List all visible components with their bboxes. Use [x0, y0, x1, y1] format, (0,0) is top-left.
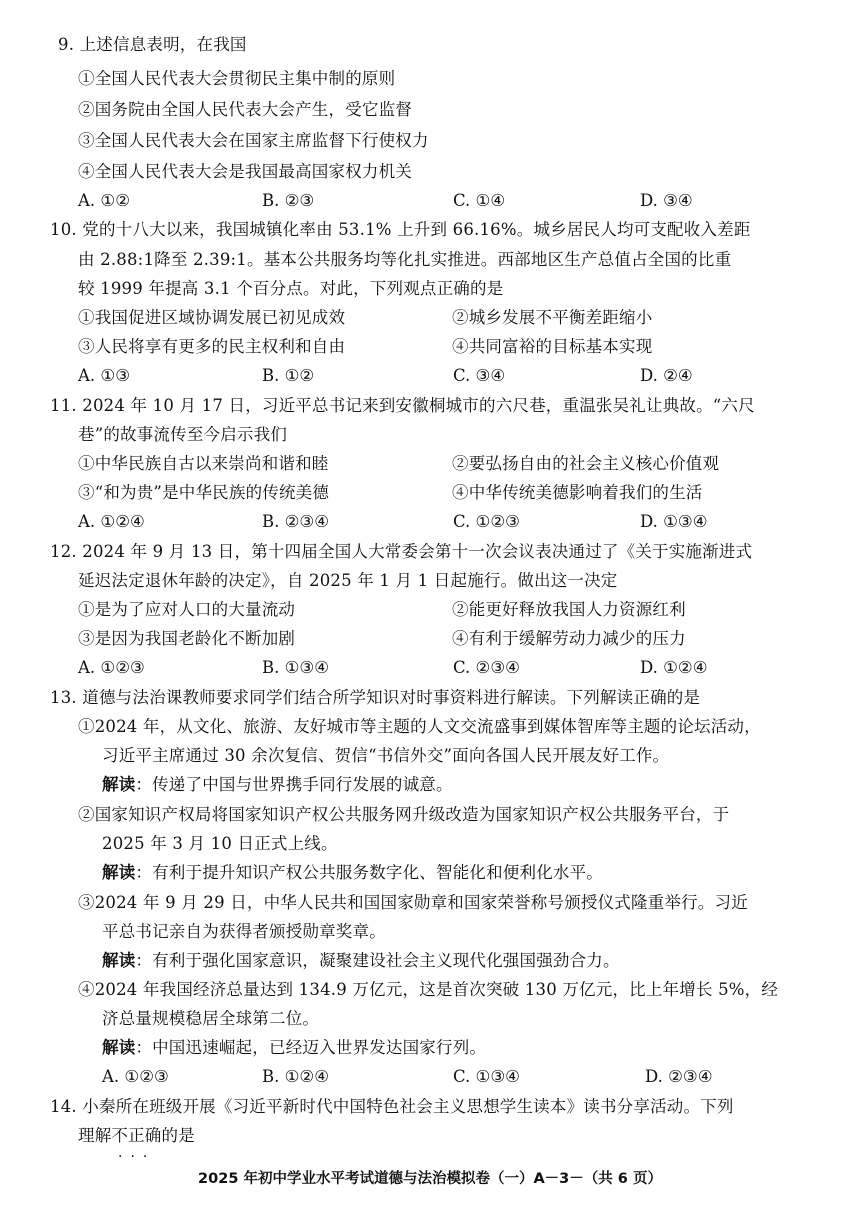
q10-option-d: D. ②④	[640, 366, 693, 385]
q11-option-b: B. ②③④	[262, 512, 329, 531]
reading-label: 解读	[102, 951, 136, 970]
q11-item-1: ①中华民族自古以来崇尚和谐和睦	[78, 454, 329, 473]
q12-option-a: A. ①②③	[78, 658, 145, 677]
q13-stem: 13. 道德与法治课教师要求同学们结合所学知识对时事资料进行解读。下列解读正确的是	[50, 688, 701, 707]
q13-option-c: C. ①③④	[453, 1067, 520, 1086]
q13-reading-4	[102, 1035, 486, 1061]
q9-item-1: ①全国人民代表大会贯彻民主集中制的原则	[78, 69, 396, 88]
q11-option-a: A. ①②④	[78, 512, 145, 531]
q9-option-a: A. ①②	[78, 191, 130, 210]
q12-item-3: ③是因为我国老龄化不断加剧	[78, 629, 296, 648]
reading-label: 解读	[102, 775, 136, 794]
q13-reading-3	[102, 948, 620, 974]
q11-item-4: ④中华传统美德影响着我们的生活	[452, 483, 703, 502]
q10-option-a: A. ①③	[78, 366, 130, 385]
q13-material-3-line-2: 平总书记亲自为获得者颁授勋章奖章。	[102, 922, 386, 941]
reading-label: 解读	[102, 863, 136, 882]
q13-option-b: B. ①②④	[262, 1067, 329, 1086]
q13-material-3-line-1: ③2024 年 9 月 29 日，中华人民共和国国家勋章和国家荣誉称号颁授仪式隆重举行。习近	[78, 893, 748, 912]
q11-item-3: ③“和为贵”是中华民族的传统美德	[78, 483, 330, 502]
q10-stem-line-3: 较 1999 年提高 3.1 个百分点。对此，下列观点正确的是	[78, 279, 504, 298]
q12-item-2: ②能更好释放我国人力资源红利	[452, 600, 686, 619]
q9-item-2: ②国务院由全国人民代表大会产生，受它监督	[78, 100, 412, 119]
q10-option-b: B. ①②	[262, 366, 315, 385]
emphasis-dots: ···	[118, 1149, 156, 1165]
q13-option-a: A. ①②③	[102, 1067, 169, 1086]
reading-text: ：传递了中国与世界携手同行发展的诚意。	[135, 775, 453, 794]
q13-reading-2	[102, 860, 603, 886]
q13-reading-1	[102, 772, 453, 798]
q13-material-4-line-1: ④2024 年我国经济总量达到 134.9 万亿元，这是首次突破 130 万亿元，比上年增长 5%，经	[78, 980, 779, 999]
q10-item-2: ②城乡发展不平衡差距缩小	[452, 308, 653, 327]
q13-material-2-line-2: 2025 年 3 月 10 日正式上线。	[102, 834, 338, 853]
q12-option-b: B. ①③④	[262, 658, 329, 677]
reading-text: ：有利于提升知识产权公共服务数字化、智能化和便利化水平。	[135, 863, 604, 882]
page-footer: 2025 年初中学业水平考试道德与法治模拟卷（一）A－3－（共 6 页）	[198, 1171, 662, 1187]
q9-option-d: D. ③④	[640, 191, 693, 210]
q13-material-4-line-2: 济总量规模稳居全球第二位。	[102, 1009, 320, 1028]
q10-item-3: ③人民将享有更多的民主权利和自由	[78, 337, 346, 356]
q9-option-b: B. ②③	[262, 191, 315, 210]
q13-material-2-line-1: ②国家知识产权局将国家知识产权公共服务网升级改造为国家知识产权公共服务平台，于	[78, 805, 730, 824]
q12-stem-line-2: 延迟法定退休年龄的决定》，自 2025 年 1 月 1 日起施行。做出这一决定	[78, 571, 618, 590]
q10-stem-line-1: 10. 党的十八大以来，我国城镇化率由 53.1% 上升到 66.16%。城乡居民人均可支配收入差距	[50, 220, 751, 239]
q10-item-1: ①我国促进区域协调发展已初见成效	[78, 308, 346, 327]
q10-option-c: C. ③④	[453, 366, 506, 385]
q12-option-d: D. ①②④	[640, 658, 708, 677]
q14-stem-line-1: 14. 小秦所在班级开展《习近平新时代中国特色社会主义思想学生读本》读书分享活动。下列	[50, 1097, 734, 1116]
q11-option-d: D. ①③④	[640, 512, 708, 531]
reading-label: 解读	[102, 1038, 136, 1057]
q14-stem-line-2: 理解不正确的是	[78, 1126, 195, 1145]
q11-stem-line-1: 11. 2024 年 10 月 17 日，习近平总书记来到安徽桐城市的六尺巷，重温张吴礼让典故。“六尺	[50, 396, 755, 415]
reading-text: ：中国迅速崛起，已经迈入世界发达国家行列。	[135, 1038, 487, 1057]
q11-item-2: ②要弘扬自由的社会主义核心价值观	[452, 454, 720, 473]
q9-option-c: C. ①④	[453, 191, 506, 210]
q12-item-1: ①是为了应对人口的大量流动	[78, 600, 296, 619]
q11-stem-line-2: 巷”的故事流传至今启示我们	[78, 425, 288, 444]
q9-stem: 9. 上述信息表明，在我国	[58, 35, 247, 54]
q13-option-d: D. ②③④	[645, 1067, 713, 1086]
q10-stem-line-2: 由 2.88:1降至 2.39:1。基本公共服务均等化扎实推进。西部地区生产总值占全国的比重	[78, 250, 732, 269]
q12-option-c: C. ②③④	[453, 658, 520, 677]
q12-item-4: ④有利于缓解劳动力减少的压力	[452, 629, 686, 648]
q11-option-c: C. ①②③	[453, 512, 520, 531]
q12-stem-line-1: 12. 2024 年 9 月 13 日，第十四届全国人大常委会第十一次会议表决通过了《关于实施渐进式	[50, 542, 753, 561]
q10-item-4: ④共同富裕的目标基本实现	[452, 337, 653, 356]
reading-text: ：有利于强化国家意识，凝聚建设社会主义现代化强国强劲合力。	[135, 951, 620, 970]
q9-item-4: ④全国人民代表大会是我国最高国家权力机关	[78, 162, 412, 181]
q9-item-3: ③全国人民代表大会在国家主席监督下行使权力	[78, 131, 429, 150]
q13-material-1-line-1: ①2024 年，从文化、旅游、友好城市等主题的人文交流盛事到媒体智库等主题的论坛活动，	[78, 717, 761, 736]
q13-material-1-line-2: 习近平主席通过 30 余次复信、贺信“书信外交”面向各国人民开展友好工作。	[102, 746, 670, 765]
